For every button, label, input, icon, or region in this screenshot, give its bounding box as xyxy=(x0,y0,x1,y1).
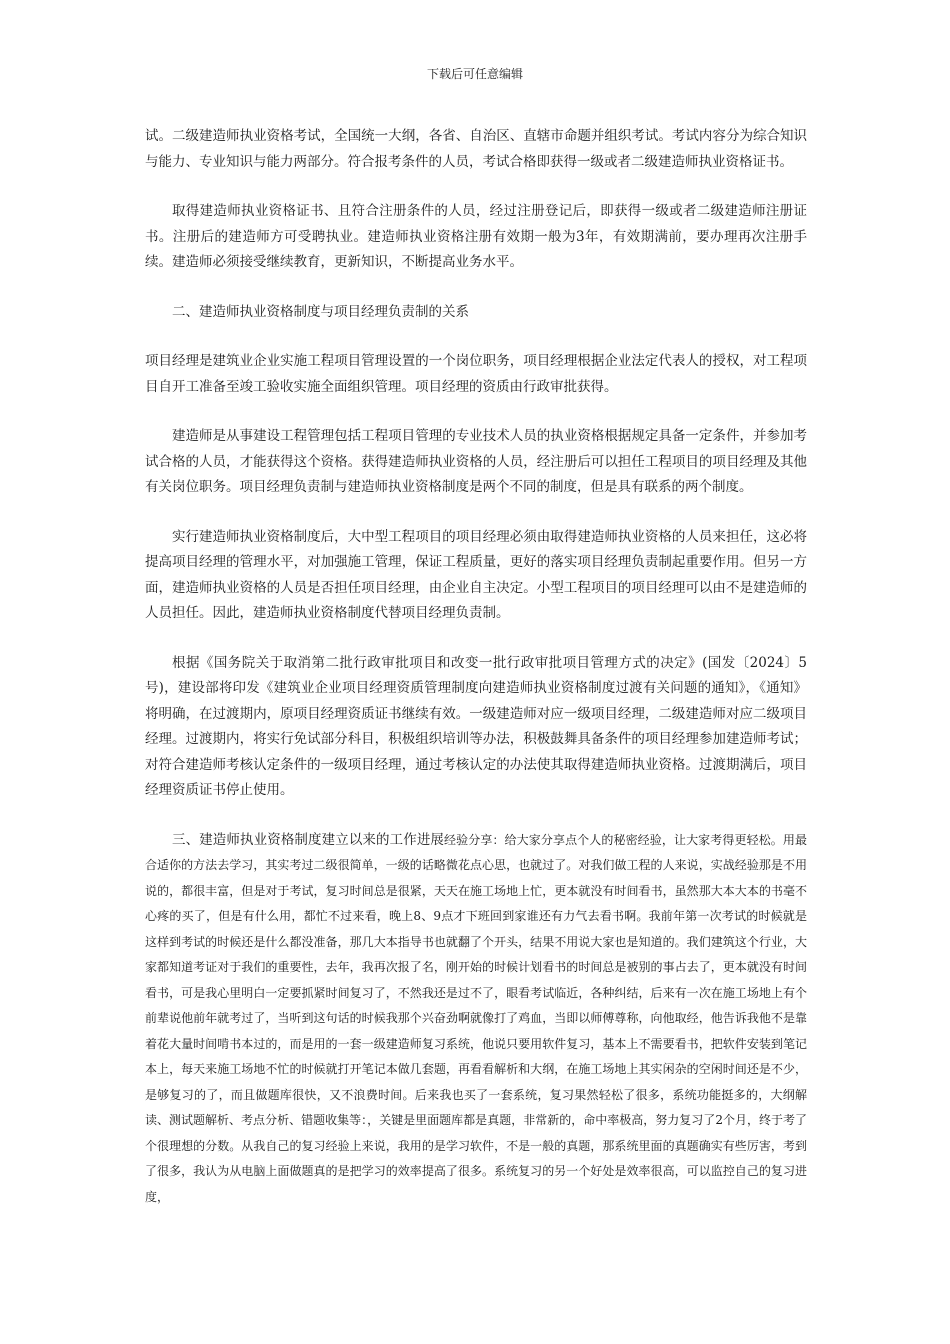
paragraph-experience-share xyxy=(145,828,807,1211)
paragraph-transition: 根据《国务院关于取消第二批行政审批项目和改变一批行政审批项目管理方式的决定》(国发〔2024〕5号)，建设部将印发《建筑业企业项目经理资质管理制度向建造师执业资格制度过渡有关问题的通知》，《通知》将明确，在过渡期内，原项目经理资质证书继续有效。一级建造师对应一级项目经理，二级建造师对应二级项目经理。过渡期内，将实行免试部分科目，积极组织培训等办法，积极鼓舞具备条件的项目经理参加建造师考试；对符合建造师考核认定条件的一级项目经理，通过考核认定的办法使其取得建造师执业资格。过渡期满后，项目经理资质证书停止使用。 xyxy=(145,654,807,798)
paragraph-project-manager: 项目经理是建筑业企业实施工程项目管理设置的一个岗位职务，项目经理根据企业法定代表人的授权，对工程项目自开工准备至竣工验收实施全面组织管理。项目经理的资质由行政审批获得。 xyxy=(145,353,807,395)
section-heading-2: 二、建造师执业资格制度与项目经理负责制的关系 xyxy=(172,303,469,320)
paragraph-exam-overview: 试。二级建造师执业资格考试，全国统一大纲，各省、自治区、直辖市命题并组织考试。考试内容分为综合知识与能力、专业知识与能力两部分。符合报考条件的人员，考试合格即获得一级或者二级建造师执业资格证书。 xyxy=(145,128,807,170)
paragraph-registration: 取得建造师执业资格证书、且符合注册条件的人员，经过注册登记后，即获得一级或者二级建造师注册证书。注册后的建造师方可受聘执业。建造师执业资格注册有效期一般为3年，有效期满前，要办理再次注册手续。建造师必须接受继续教育，更新知识，不断提高业务水平。 xyxy=(145,203,807,270)
section-heading-3: 三、建造师执业资格制度建立以来的工作进展 xyxy=(172,831,445,848)
document-body xyxy=(145,124,807,1210)
experience-text: 经验分享：给大家分享点个人的秘密经验，让大家考得更轻松。用最合适你的方法去学习，其实考过二级很简单，一级的话略微花点心思，也就过了。对我们做工程的人来说，实战经验那是不用说的，都很丰富，但是对于考试，复习时间总是很紧，天天在施工场地上忙，更本就没有时间看书，虽然那大本大本的书毫不心疼的买了，但是有什么用，都忙不过来看，晚上8、9点才下班回到家谁还有力气去看书啊。我前年第一次考试的时候就是这样到考试的时候还是什么都没准备，那几大本指导书也就翻了个开头，结果不用说大家也是知道的。我们建筑这个行业，大家都知道考证对于我们的重要性，去年，我再次报了名，刚开始的时候计划看书的时间总是被别的事占去了，更本就没有时间看书，可是我心里明白一定要抓紧时间复习了，不然我还是过不了，眼看考试临近，各种纠结，后来有一次在施工场地上有个前辈说他前年就考过了，当听到这句话的时候我那个兴奋劲啊就像打了鸡血，当即以师傅尊称，向他取经，他告诉我他不是靠着花大量时间啃书本过的，而是用的一套一级建造师复习系统，他说只要用软件复习，基本上不需要看书，把软件安装到笔记本上，每天来施工场地不忙的时候就打开笔记本做几套题，再看看解析和大纲，在施工场地上其实闲杂的空闲时间还是不少，是够复习的了，而且做题库很快，又不浪费时间。后来我也买了一套系统，复习果然轻松了很多，系统功能挺多的，大纲解读、测试题解析、考点分析、错题收集等：，关键是里面题库都是真题，非常新的，命中率极高，努力复习了2个月，终于考了个很理想的分数。从我自己的复习经验上来说，我用的是学习软件，不是一般的真题，那系统里面的真题确实有些厉害，考到了很多，我认为从电脑上面做题真的是把学习的效率提高了很多。系统复习的另一个好处是效率很高，可以监控自己的复习进度， xyxy=(145,832,807,1204)
page-header: 下载后可任意编辑 xyxy=(426,67,523,81)
paragraph-constructor-definition: 建造师是从事建设工程管理包括工程项目管理的专业技术人员的执业资格根据规定具备一定条件，并参加考试合格的人员，才能获得这个资格。获得建造师执业资格的人员，经注册后可以担任工程项目的项目经理及其他有关岗位职务。项目经理负责制与建造师执业资格制度是两个不同的制度，但是具有联系的两个制度。 xyxy=(145,428,807,495)
paragraph-implementation: 实行建造师执业资格制度后，大中型工程项目的项目经理必须由取得建造师执业资格的人员来担任，这必将提高项目经理的管理水平，对加强施工管理，保证工程质量，更好的落实项目经理负责制起重要作用。但另一方面，建造师执业资格的人员是否担任项目经理，由企业自主决定。小型工程项目的项目经理可以由不是建造师的人员担任。因此，建造师执业资格制度代替项目经理负责制。 xyxy=(145,528,807,621)
